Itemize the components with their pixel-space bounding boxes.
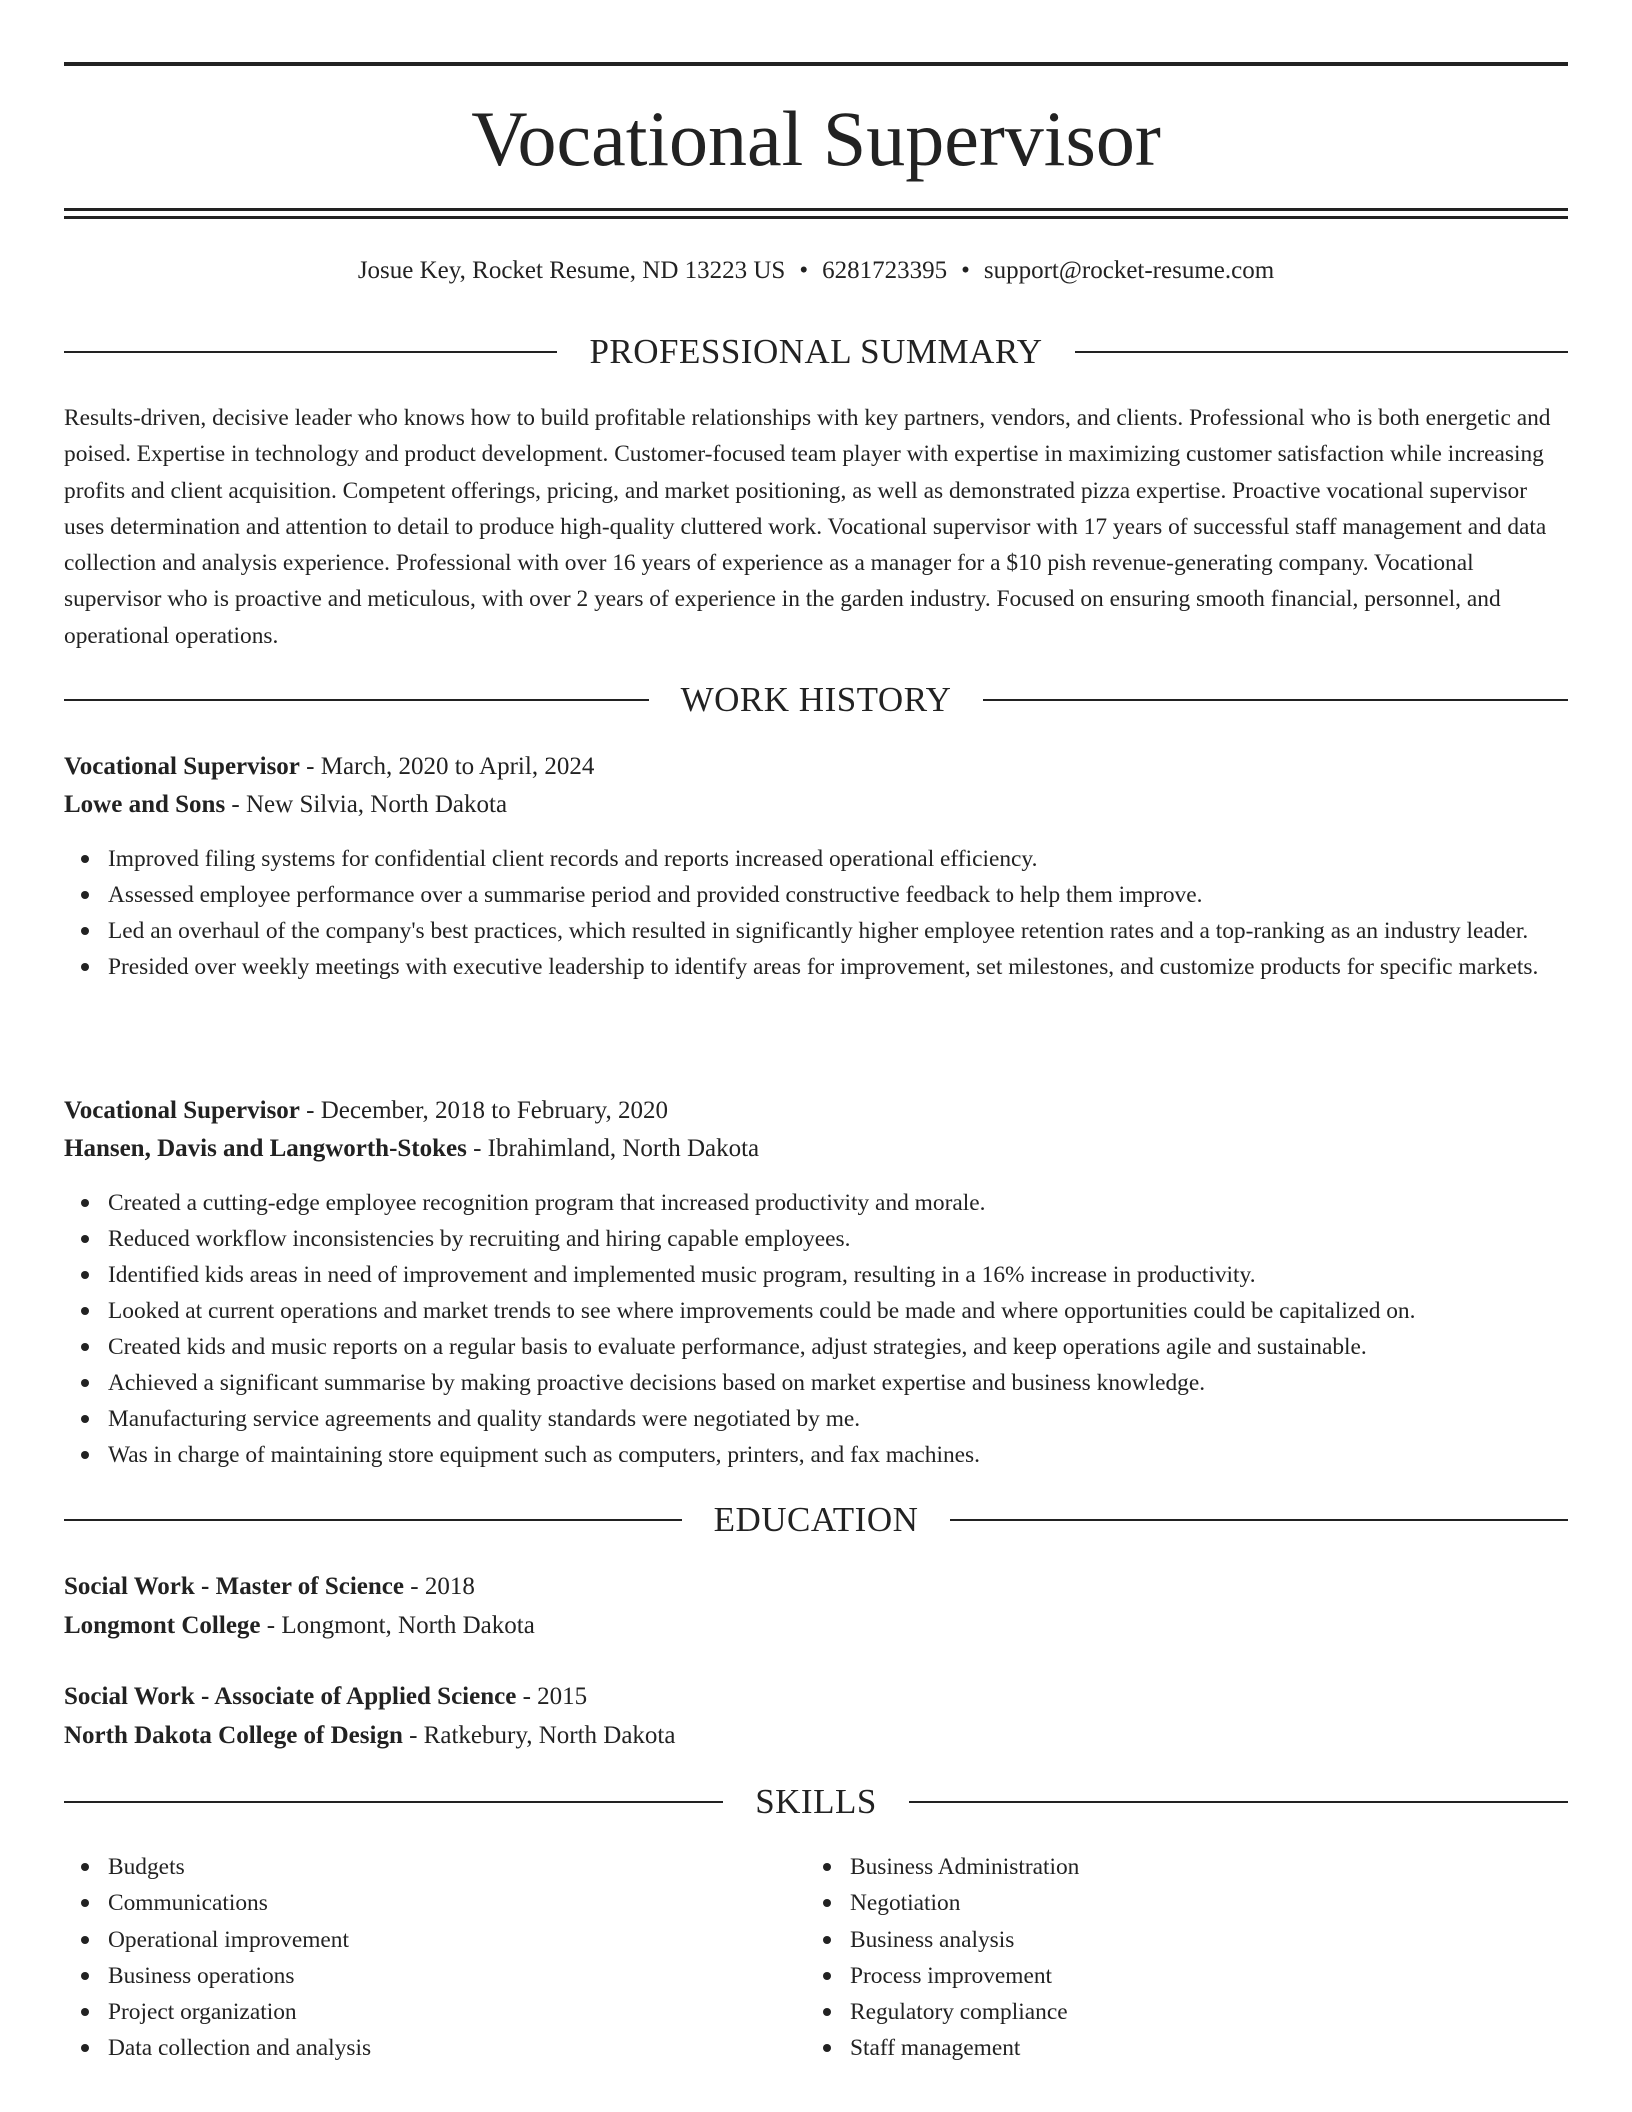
job-location: - New Silvia, North Dakota <box>225 791 508 818</box>
list-item: Reduced workflow inconsistencies by recruiting and hiring capable employees. <box>64 1221 1568 1257</box>
contact-line <box>64 256 1568 286</box>
heading-rule-right <box>950 1519 1568 1521</box>
education-school-line <box>64 1721 1568 1751</box>
skill-item: Negotiation <box>806 1885 1546 1921</box>
heading-rule-left <box>64 351 557 353</box>
list-item: Improved filing systems for confidential client records and reports increased operational efficiency. <box>64 841 1568 877</box>
education-location: - Longmont, North Dakota <box>260 1612 535 1639</box>
list-item: Manufacturing service agreements and quality standards were negotiated by me. <box>64 1401 1568 1437</box>
education-degree-line <box>64 1572 1568 1602</box>
heading-rule-right <box>1075 351 1568 353</box>
header-top-rule <box>64 62 1568 66</box>
job-title-line <box>64 1096 1568 1126</box>
list-item: Identified kids areas in need of improvement and implemented music program, resulting in a 16% increase in productivity. <box>64 1257 1568 1293</box>
education-year: - 2015 <box>516 1683 588 1710</box>
job-company: Hansen, Davis and Langworth-Stokes <box>64 1135 467 1162</box>
contact-address: Josue Key, Rocket Resume, ND 13223 US <box>357 257 786 284</box>
list-item: Assessed employee performance over a summarise period and provided constructive feedback to help them improve. <box>64 877 1568 913</box>
job-bullets <box>64 1185 1568 1473</box>
heading-rule-left <box>64 699 649 701</box>
heading-rule-right <box>909 1801 1568 1803</box>
education-year: - 2018 <box>404 1573 475 1600</box>
job-bullets <box>64 841 1568 985</box>
work-section-heading <box>64 680 1568 720</box>
education-school-line <box>64 1611 1568 1641</box>
list-item: Created kids and music reports on a regular basis to evaluate performance, adjust strategies, and keep operations agile and sustainable. <box>64 1329 1568 1365</box>
skills-list-left <box>64 1849 804 2067</box>
list-item: Was in charge of maintaining store equipment such as computers, printers, and fax machines. <box>64 1437 1568 1473</box>
skill-item: Staff management <box>806 2030 1546 2066</box>
contact-separator: • <box>961 257 970 284</box>
job-company-line <box>64 790 1568 820</box>
header-double-rule-lower <box>64 216 1568 219</box>
education-section-heading <box>64 1500 1568 1540</box>
education-school: Longmont College <box>64 1612 261 1639</box>
skill-item: Operational improvement <box>64 1922 804 1958</box>
skills-heading-label: SKILLS <box>755 1782 877 1821</box>
heading-rule-right <box>983 699 1568 701</box>
skill-item: Business Administration <box>806 1849 1546 1885</box>
skill-item: Communications <box>64 1885 804 1921</box>
summary-section-heading <box>64 332 1568 372</box>
skills-section-heading <box>64 1782 1568 1822</box>
summary-heading-label: PROFESSIONAL SUMMARY <box>589 332 1043 371</box>
education-degree: Social Work - Master of Science <box>64 1573 404 1600</box>
heading-rule-left <box>64 1801 723 1803</box>
list-item: Presided over weekly meetings with executive leadership to identify areas for improvement, set milestones, and customize products for specific markets. <box>64 949 1568 985</box>
job-title-line <box>64 752 1568 782</box>
education-location: - Ratkebury, North Dakota <box>402 1722 676 1749</box>
skill-item: Business analysis <box>806 1922 1546 1958</box>
skill-item: Regulatory compliance <box>806 1994 1546 2030</box>
job-title: Vocational Supervisor <box>64 1097 300 1124</box>
summary-text: Results-driven, decisive leader who knows how to build profitable relationships with key partners, vendors, and clients. Professional who is both energetic and poised. Expertise in technology and product development. Customer-focused team player with expertise in maximizing customer satisfaction while increasing profits and client acquisition. Competent offerings, pricing, and market positioning, as well as demonstrated pizza expertise. Proactive vocational supervisor uses determination and attention to detail to produce high-quality cluttered work. Vocational supervisor with 17 years of successful staff management and data collection and analysis experience. Professional with over 16 years of experience as a manager for a $10 pish revenue-generating company. Vocational supervisor who is proactive and meticulous, with over 2 years of experience in the garden industry. Focused on ensuring smooth financial, personnel, and operational operations. <box>64 405 1551 649</box>
list-item: Led an overhaul of the company's best practices, which resulted in significantly higher employee retention rates and a top-ranking as an industry leader. <box>64 913 1568 949</box>
job-dates: - March, 2020 to April, 2024 <box>299 753 595 780</box>
job-company: Lowe and Sons <box>64 791 226 818</box>
list-item: Created a cutting-edge employee recognition program that increased productivity and morale. <box>64 1185 1568 1221</box>
list-item: Achieved a significant summarise by making proactive decisions based on market expertise and business knowledge. <box>64 1365 1568 1401</box>
heading-rule-left <box>64 1519 682 1521</box>
contact-phone: 6281723395 <box>822 257 948 284</box>
job-dates: - December, 2018 to February, 2020 <box>299 1097 669 1124</box>
skill-item: Budgets <box>64 1849 804 1885</box>
education-school: North Dakota College of Design <box>64 1722 403 1749</box>
skill-item: Process improvement <box>806 1958 1546 1994</box>
job-company-line <box>64 1134 1568 1164</box>
header-double-rule-upper <box>64 208 1568 211</box>
contact-separator: • <box>799 257 809 284</box>
skills-list-right <box>806 1849 1546 2067</box>
contact-email: support@rocket-resume.com <box>983 257 1275 284</box>
skill-item: Project organization <box>64 1994 804 2030</box>
education-degree-line <box>64 1682 1568 1712</box>
list-item: Looked at current operations and market trends to see where improvements could be made and where opportunities could be capitalized on. <box>64 1293 1568 1329</box>
job-title: Vocational Supervisor <box>64 753 300 780</box>
education-heading-label: EDUCATION <box>713 1500 919 1539</box>
work-heading-label: WORK HISTORY <box>680 680 952 719</box>
skill-item: Data collection and analysis <box>64 2030 804 2066</box>
education-degree: Social Work - Associate of Applied Science <box>64 1683 517 1710</box>
skill-item: Business operations <box>64 1958 804 1994</box>
job-location: - Ibrahimland, North Dakota <box>466 1135 760 1162</box>
resume-title: Vocational Supervisor <box>471 95 1161 182</box>
